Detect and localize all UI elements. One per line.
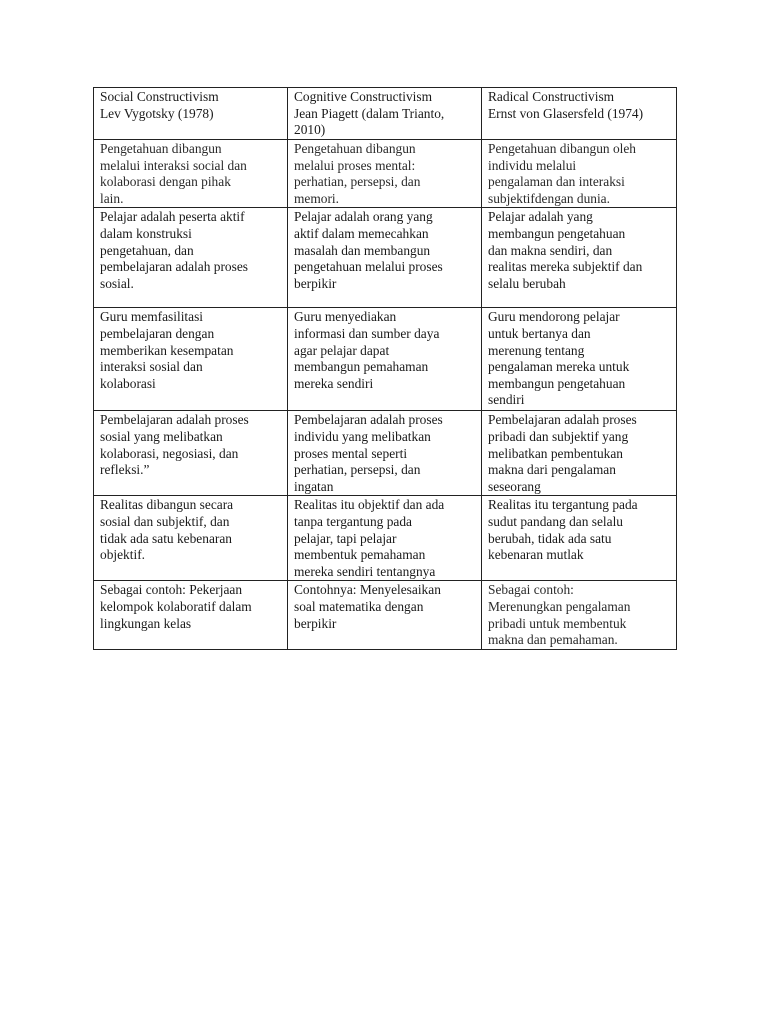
column-subtitle: Ernst von Glasersfeld (1974) [488,105,644,121]
table-cell [482,411,677,496]
cell-text: Pelajar adalah peserta aktif dalam konstruksi pengetahuan, dan pembelajaran adalah proses sosial. [100,209,248,291]
cell-text: Sebagai contoh: Pekerjaan kelompok kolaboratif dalam lingkungan kelas [100,582,252,631]
constructivism-comparison-table [93,87,677,650]
table-cell [94,308,288,411]
table-cell [288,208,482,308]
table-cell [94,208,288,308]
cell-text: Guru menyediakan informasi dan sumber daya agar pelajar dapat membangun pemahaman mereka sendiri [294,309,440,391]
table-cell [288,581,482,649]
cell-text: Pembelajaran adalah proses sosial yang melibatkan kolaborasi, negosiasi, dan refleksi.” [100,412,249,478]
table-cell [288,140,482,208]
table-header-row [94,88,677,140]
table-row [94,411,677,496]
column-subtitle: Jean Piagett (dalam Trianto, 2010) [294,105,445,138]
cell-text: Realitas itu objektif dan ada tanpa tergantung pada pelajar, tapi pelajar membentuk pemahaman mereka sendiri tentangnya [294,497,445,579]
table-row [94,581,677,649]
table-row [94,140,677,208]
header-cell-radical [482,88,677,140]
cell-text: Pembelajaran adalah proses pribadi dan subjektif yang melibatkan pembentukan makna dari pengalaman seseorang [488,412,637,494]
table-row [94,496,677,581]
table-cell [288,308,482,411]
cell-text: Pengetahuan dibangun melalui proses mental: perhatian, persepsi, dan memori. [294,141,421,206]
cell-text: Pengetahuan dibangun oleh individu melalui pengalaman dan interaksi subjektifdengan dunia. [488,141,637,206]
column-title: Radical Constructivism [488,89,615,104]
table-cell [482,140,677,208]
table-cell [94,496,288,581]
table-row [94,208,677,308]
table-cell [288,496,482,581]
table-cell [94,411,288,496]
cell-text: Realitas dibangun secara sosial dan subjektif, dan tidak ada satu kebenaran objektif. [100,497,234,563]
column-subtitle: Lev Vygotsky (1978) [100,105,214,121]
column-title: Cognitive Constructivism [294,89,432,104]
cell-text: Contohnya: Menyelesaikan soal matematika dengan berpikir [294,582,441,631]
header-cell-social [94,88,288,140]
cell-text: Pelajar adalah orang yang aktif dalam memecahkan masalah dan membangun pengetahuan melalui proses berpikir [294,209,443,291]
cell-text: Pembelajaran adalah proses individu yang melibatkan proses mental seperti perhatian, persepsi, dan ingatan [294,412,443,494]
table-cell [482,208,677,308]
cell-text: Guru mendorong pelajar untuk bertanya dan merenung tentang pengalaman mereka untuk membangun pengetahuan sendiri [488,309,630,408]
table-cell [482,581,677,649]
table-cell [482,496,677,581]
cell-text: Guru memfasilitasi pembelajaran dengan memberikan kesempatan interaksi sosial dan kolaborasi [100,309,234,391]
table-cell [94,140,288,208]
cell-text: Pelajar adalah yang membangun pengetahuan dan makna sendiri, dan realitas mereka subjektif dan selalu berubah [488,209,643,291]
cell-text: Sebagai contoh: Merenungkan pengalaman pribadi untuk membentuk makna dan pemahaman. [488,582,631,648]
header-cell-cognitive [288,88,482,140]
table-cell [288,411,482,496]
table-cell [482,308,677,411]
table-row [94,308,677,411]
table-cell [94,581,288,649]
cell-text: Pengetahuan dibangun melalui interaksi social dan kolaborasi dengan pihak lain. [100,141,247,206]
cell-text: Realitas itu tergantung pada sudut pandang dan selalu berubah, tidak ada satu kebenaran mutlak [488,497,638,563]
column-title: Social Constructivism [100,89,219,104]
